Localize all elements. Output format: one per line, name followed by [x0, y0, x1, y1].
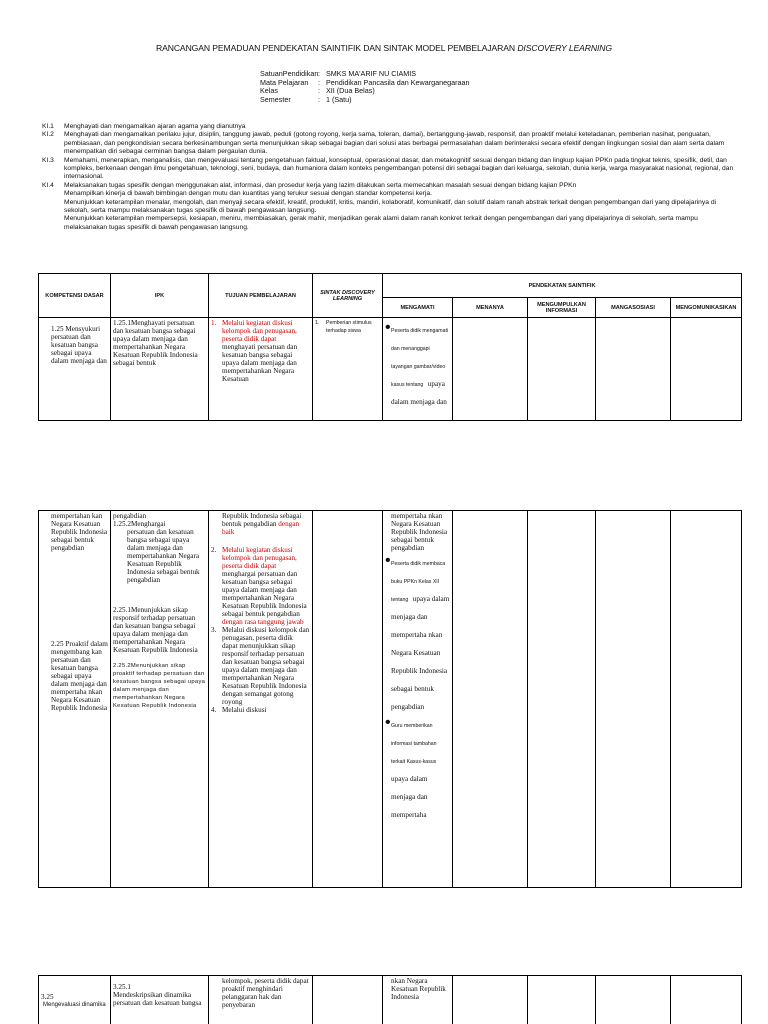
sintak-cell [313, 511, 383, 888]
header-mengomunikasi: MENGOMUNIKASIKAN [671, 298, 742, 318]
kd-cell: 1.25 Mensyukuri persatuan dan kesatuan bangsa sebagai upaya dalam menjaga dan [39, 318, 111, 421]
info-row: Kelas : XII (Dua Belas) [260, 86, 375, 96]
info-row: Mata Pelajaran : Pendidikan Pancasila dan Kewarganegaraan [260, 77, 470, 87]
header-ipk: IPK [111, 274, 209, 318]
header-kd: KOMPETENSI DASAR [39, 274, 111, 318]
header-tujuan: TUJUAN PEMBELAJARAN [209, 274, 313, 318]
header-sintak: SINTAK DISCOVERY LEARNING [313, 274, 383, 318]
kd-cell: mempertahan kan Negara Kesatuan Republik Indonesia sebagai bentuk pengabdian 2.25 Proaktif dalam mengembang kan persatuan dan kesatuan bangsa sebagai upaya dalam menjaga dan mempertaha nkan Negara Kesatuan Republik Indonesia [39, 511, 111, 888]
header-mengamati: MENGAMATI [383, 298, 453, 318]
table-row [39, 511, 742, 888]
title-text: RANCANGAN PEMADUAN PENDEKATAN SAINTIFIK DAN SINTAK MODEL PEMBELAJARAN [155, 43, 516, 53]
mengomunikasi-cell [671, 318, 742, 421]
tujuan-cell: 1. Melalui kegiatan diskusi kelompok dan penugasan, peserta didik dapat menghayati persatuan dan kesatuan bangsa sebagai upaya dalam menjaga dan mempertahankan Negara Kesatuan [209, 318, 313, 421]
table-row [39, 976, 742, 1024]
sintak-cell [313, 976, 383, 1024]
mengomunikasi-cell [671, 976, 742, 1024]
lesson-table-part3 [38, 975, 742, 1024]
lesson-table-part2 [38, 510, 742, 888]
tujuan-cell: Republik Indonesia sebagai bentuk pengabdian dengan baik 2. Melalui kegiatan diskusi kelompok dan penugasan, peserta didik dapat menghargai persatuan dan kesatuan bangsa sebagai upaya dalam menjaga dan mempertahankan Negara Kesatuan Republik Indonesia sebagai bentuk pengabdian dengan rasa tanggung jawab 3. Melalui diskusi kelompok dan penugasan, peserta didik dapat menunjukkan sikap responsif terhadap persatuan dan kesatuan bangsa sebagai upaya dalam menjaga dan mempertahankan Negara Kesatuan Republik Indonesia dengan semangat gotong royong 4. Melalui diskusi [209, 511, 313, 888]
ki-extra: Menunjukkan keterampilan menalar, mengolah, dan menyaji secara efektif, kreatif, produktif, kritis, mandiri, kolaboratif, komunikatif, dan solutif dalam ranah abstrak terkait dengan pengembangan dari yang dipelajarinya di sekolah, serta mampu melaksanakan tugas spesifik di bawah pengawasan langsung. [64, 198, 717, 215]
mengomunikasi-cell [671, 511, 742, 888]
lesson-table-part1 [38, 273, 742, 421]
ipk-cell: 1.25.1Menghayati persatuan dan kesatuan bangsa sebagai upaya dalam menjaga dan mempertahankan Negara Kesatuan Republik Indonesia sebagai bentuk [111, 318, 209, 421]
tujuan-cell: kelompok, peserta didik dapat proaktif menghindari pelanggaran hak dan penyebaran [209, 976, 313, 1024]
mengasosiasi-cell [596, 976, 671, 1024]
kd-cell: 3.25 Mengevaluasi dinamika [39, 976, 111, 1024]
header-mengumpulkan: MENGUMPULKAN INFORMASI [528, 298, 596, 318]
identity-block [260, 70, 469, 104]
mengamati-cell: • Peserta didik mengamati dan menanggapi tayangan gambar/video kasus tentang upaya dalam menjaga dan [383, 318, 453, 421]
ki-item: KI.4 Melaksanakan tugas spesifik dengan menggunakan alat, informasi, dan prosedur kerja yang lazim dilakukan serta memecahkan masalah sesuai dengan bidang kajian PPKn [42, 181, 577, 189]
ki-item: KI.2 Menghayati dan mengamalkan perilaku jujur, disiplin, tanggung jawab, peduli (gotong royong, kerja sama, toleran, damai), bertanggung-jawab, responsif, dan proaktif melalui keteladanan, pemberian nasihat, penguatan, pembiasaan, dan pengkondisian secara berkesinambungan serta menunjukkan sikap sebagai bagian dari solusi atas berbagai permasalahan dalam berinteraksi secara efektif dengan lingkungan sosial dan alam serta dalam menempatkan diri sebagai cerminan bangsa dalam pergaulan dunia. [42, 131, 725, 156]
menanya-cell [453, 318, 528, 421]
core-competencies [42, 123, 742, 232]
header-mengasosiasi: MANGASOSIASI [596, 298, 671, 318]
ipk-cell: 3.25.1 Mendeskripsikan dinamika persatuan dan kesatuan bangsa [111, 976, 209, 1024]
table-row [39, 318, 742, 421]
menanya-cell [453, 976, 528, 1024]
header-menanya: MENANYA [453, 298, 528, 318]
ki-extra: Menunjukkan keterampilan mempersepsi, kesiapan, meniru, membiasakan, gerak mahir, menjadikan gerak alami dalam ranah konkret terkait dengan pengembangan dari yang dipelajarinya di sekolah, serta mampu melaksanakan tugas spesifik di bawah pengawasan langsung. [64, 215, 698, 231]
info-row: SatuanPendidikan : SMKS MA'ARIF NU CIAMIS [260, 69, 417, 78]
header-saintifik: PENDEKATAN SAINTIFIK [383, 274, 742, 298]
ki-extra: Menampilkan kinerja di bawah bimbingan dengan mutu dan kuantitas yang terukur sesuai dengan standar kompetensi kerja. [64, 190, 433, 198]
mengamati-cell: mempertaha nkan Negara Kesatuan Republik Indonesia sebagai bentuk pengabdian • Peserta didik membaca buku PPKn Kelas XII tentang upaya dalam menjaga dan mempertaha nkan Negara Kesatuan Republik Indonesia sebagai bentuk pengabdian • Guru memberikan informasi tambahan terkait Kasus-kasus upaya dalam menjaga dan mempertaha [383, 511, 453, 888]
ki-item: KI.3 Memahami, menerapkan, menganalisis, dan mengevaluasi tentang pengetahuan faktual, konseptual, operasional dasar, dan metakognitif sesuai dengan bidang dan lingkup kajian PPKn pada tingkat teknis, spesifik, detil, dan kompleks, berkenaan dengan ilmu pengetahuan, teknologi, seni, budaya, dan humaniora dalam konteks pengembangan potensi diri sebagai bagian dari keluarga, sekolah, dunia kerja, warga masyarakat nasional, regional, dan internasional. [42, 156, 734, 181]
mengumpulkan-cell [528, 511, 596, 888]
sintak-cell: 1. Pemberian stimulus terhadap siswa [313, 318, 383, 421]
mengamati-cell: nkan Negara Kesatuan Republik Indonesia [383, 976, 453, 1024]
mengasosiasi-cell [596, 511, 671, 888]
menanya-cell [453, 511, 528, 888]
ki-item: KI.1 Menghayati dan mengamalkan ajaran agama yang dianutnya [42, 123, 246, 130]
mengumpulkan-cell [528, 318, 596, 421]
title-italic-text: DISCOVERY LEARNING [517, 43, 612, 53]
document-title [0, 43, 768, 53]
mengumpulkan-cell [528, 976, 596, 1024]
info-row: Semester : 1 (Satu) [260, 94, 352, 104]
ipk-cell: pengabdian 1.25.2Menghargai persatuan dan kesatuan bangsa sebagai upaya dalam menjaga dan mempertahankan Negara Kesatuan Republik Indonesia sebagai bentuk pengabdian 2.25.1Menunjukkan sikap responsif terhadap persatuan dan kesatuan bangsa sebagai upaya dalam menjaga dan mempertahankan Negara Kesatuan Republik Indonesia 2.25.2Menunjukkan sikap proaktif terhadap persatuan dan kesatuan bangsa sebagai upaya dalam menjaga dan mempertahankan Negara Kesatuan Republik Indonesia [111, 511, 209, 888]
mengasosiasi-cell [596, 318, 671, 421]
